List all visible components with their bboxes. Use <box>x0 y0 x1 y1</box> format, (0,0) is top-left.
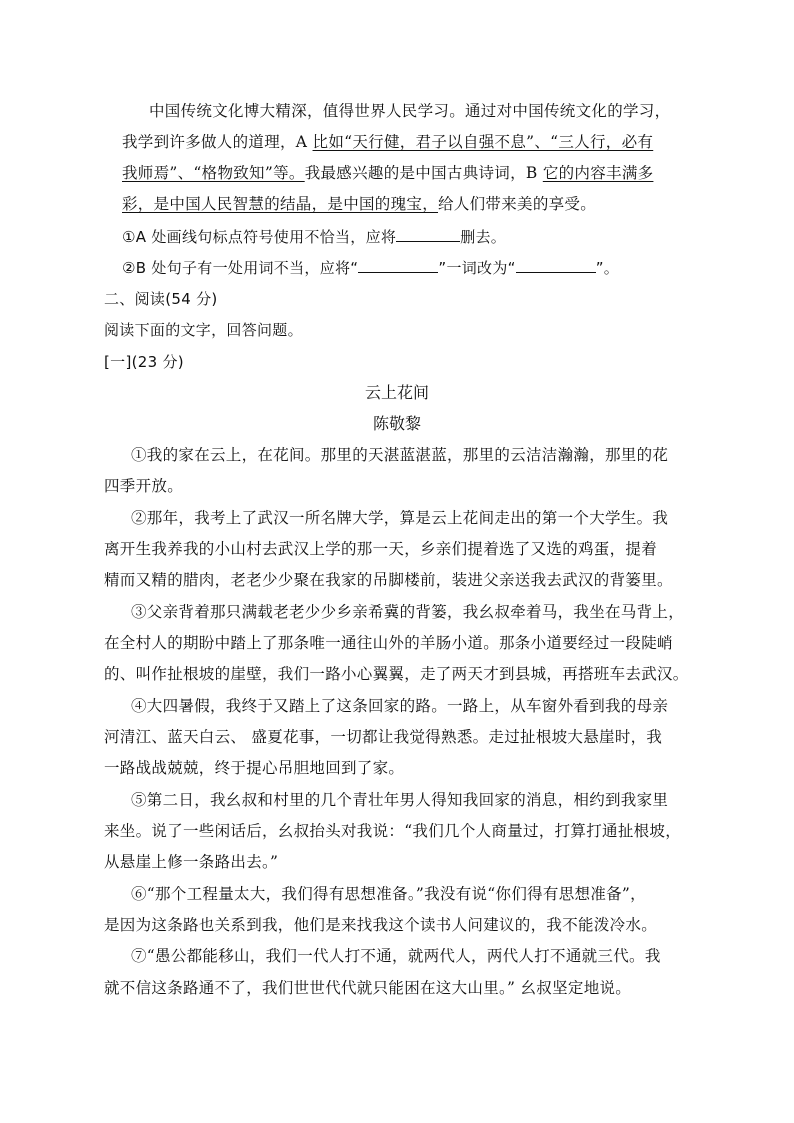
question-2 <box>122 256 619 279</box>
underlined-sentence-a-part1: 比如“天行健，君子以自强不息”、“三人行，必有 <box>312 133 654 151</box>
intro-line-3-plain: 我最感兴趣的是中国古典诗词，B <box>304 164 543 182</box>
article-line: ②那年，我考上了武汉一所名牌大学，算是云上花间走出的第一个大学生。我 <box>131 509 669 527</box>
answer-blank-1[interactable] <box>396 225 460 242</box>
article-line: ①我的家在云上，在花间。那里的天湛蓝湛蓝，那里的云洁洁瀚瀚，那里的花 <box>131 446 669 464</box>
answer-blank-2b[interactable] <box>516 256 596 273</box>
article-line: 的、叫作扯根坡的崖壁，我们一路小心翼翼，走了两天才到县城，再搭班车去武汉。 <box>104 665 689 683</box>
question-1 <box>122 225 506 248</box>
intro-line-3 <box>122 162 653 184</box>
question-2-middle: ”一词改为“ <box>438 259 516 277</box>
intro-line-4-plain: 给人们带来美的享受。 <box>438 195 597 213</box>
underlined-sentence-a-part2: 我师焉”、“格物致知”等。 <box>122 164 305 182</box>
article-title: 云上花间 <box>364 383 429 402</box>
article-line: ④大四暑假，我终于又踏上了这条回家的路。一路上，从车窗外看到我的母亲 <box>131 697 669 715</box>
article-line: ⑥“那个工程量太大，我们得有思想准备。”我没有说“你们得有思想准备”， <box>131 885 646 903</box>
question-1-suffix: 删去。 <box>460 228 507 246</box>
section-instruction: 阅读下面的文字，回答问题。 <box>104 321 303 339</box>
question-2-prompt: ②B 处句子有一处用词不当，应将“ <box>122 259 359 277</box>
answer-blank-2a[interactable] <box>358 256 438 273</box>
article-line: ⑦“愚公都能移山，我们一代人打不通，就两代人，两代人打不通就三代。我 <box>131 947 661 965</box>
article-line: 离开生我养我的小山村去武汉上学的那一天，乡亲们提着选了又选的鸡蛋，提着 <box>104 540 658 558</box>
question-1-prompt: ①A 处画线句标点符号使用不恰当，应将 <box>122 228 397 246</box>
underlined-sentence-b-part1: 它的内容丰满多 <box>542 164 654 182</box>
intro-line-2-plain: 我学到许多做人的道理，A <box>122 133 313 151</box>
intro-line-1: 中国传统文化博大精深，值得世界人民学习。通过对中国传统文化的学习， <box>149 102 671 120</box>
section-heading: 二、阅读(54 分) <box>104 290 218 308</box>
question-2-suffix: ”。 <box>595 259 620 277</box>
article-line: 河清江、蓝天白云、 盛夏花事，一切都让我觉得熟悉。走过扯根坡大悬崖时，我 <box>104 728 663 746</box>
article-line: 是因为这条路也关系到我，他们是来找我这个读书人问建议的，我不能泼冷水。 <box>104 916 658 934</box>
underlined-sentence-b-part2: 彩，是中国人民智慧的结晶，是中国的瑰宝， <box>122 195 439 213</box>
article-line: 在全村人的期盼中踏上了那条唯一通往山外的羊肠小道。那条小道要经过一段陡峭 <box>104 634 673 652</box>
article-line: 就不信这条路通不了，我们世世代代就只能困在这大山里。” 幺叔坚定地说。 <box>104 979 632 997</box>
part-label: [一](23 分) <box>104 353 184 371</box>
article-author: 陈敬黎 <box>372 414 421 433</box>
intro-line-4 <box>122 193 596 215</box>
article-line: 四季开放。 <box>104 477 184 495</box>
article-line: 来坐。说了一些闲话后，幺叔抬头对我说：“我们几个人商量过，打算打通扯根坡， <box>104 822 682 840</box>
article-line: 精而又精的腊肉，老老少少聚在我家的吊脚楼前，装进父亲送我去武汉的背篓里。 <box>104 571 673 589</box>
article-line: ⑤第二日，我幺叔和村里的几个青壮年男人得知我回家的消息，相约到我家里 <box>131 791 669 809</box>
article-line: ③父亲背着那只满载老老少少乡亲希冀的背篓，我幺叔牵着马，我坐在马背上， <box>131 603 685 621</box>
intro-line-2 <box>122 131 653 153</box>
article-line: 一路战战兢兢，终于提心吊胆地回到了家。 <box>104 759 405 777</box>
article-line: 从悬崖上修一条路出去。” <box>104 853 279 871</box>
